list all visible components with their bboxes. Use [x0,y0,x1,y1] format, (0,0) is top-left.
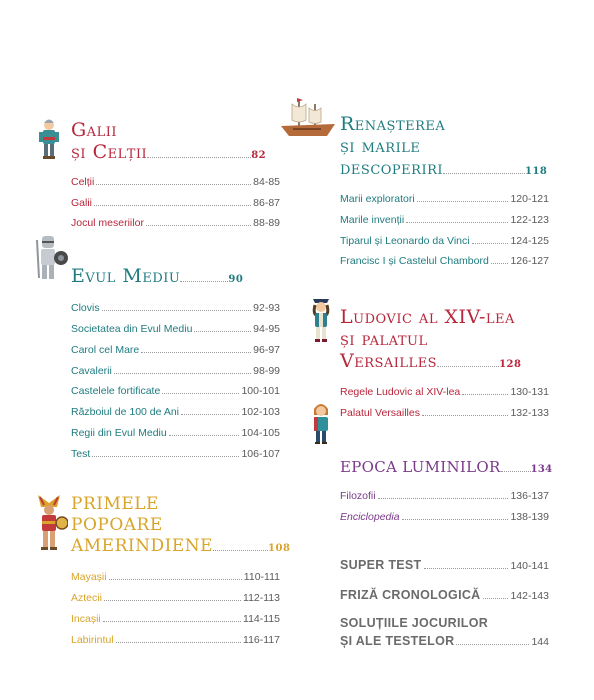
toc-item[interactable]: Clovis 92-93 [71,302,280,314]
toc-item[interactable]: Incașii 114-115 [71,613,280,625]
toc-item[interactable]: Filozofii 136-137 [340,490,549,502]
section-page-ludovic: 128 [499,359,522,370]
section-title-evul: Evul Mediu 90 [71,265,244,287]
section-page-epoca-luminilor: 134 [530,464,553,475]
toc-item[interactable]: Cavalerii 98-99 [71,365,280,377]
section-title-gali: Galii și Celții 82 [71,119,267,163]
courtier-icon [308,401,334,445]
louis-xiv-icon [309,297,333,343]
toc-item-super-test[interactable]: SUPER TEST 140-141 [340,558,549,572]
toc-item[interactable]: Carol cel Mare 96-97 [71,344,280,356]
toc-item[interactable]: Societatea din Evul Mediu 94-95 [71,323,280,335]
toc-item[interactable]: Test 106-107 [71,448,280,460]
toc-item[interactable]: Francisc I și Castelul Chambord 126-127 [340,255,549,267]
toc-item[interactable]: Marii exploratori 120-121 [340,193,549,205]
toc-item[interactable]: Castelele fortificate 100-101 [71,385,280,397]
section-page-renasterea: 118 [525,166,548,177]
gaul-warrior-icon [36,117,62,161]
toc-item[interactable]: Mayașii 110-111 [71,571,280,583]
aztec-warrior-icon [30,493,68,553]
caravel-ship-icon [279,96,337,140]
section-title-renasterea: Renașterea și marile descoperiri 118 [340,113,548,179]
toc-item[interactable]: Regii din Evul Mediu 104-105 [71,427,280,439]
toc-item-friza-cronologica[interactable]: FRIZĂ CRONOLOGICĂ 142-143 [340,588,549,602]
section-page-amerindiene: 108 [268,543,291,554]
section-page-gali: 82 [251,150,267,161]
toc-item[interactable]: Jocul meseriilor 88-89 [71,217,280,229]
toc-item[interactable]: Palatul Versailles 132-133 [340,407,549,419]
toc-item[interactable]: Tiparul și Leonardo da Vinci 124-125 [340,235,549,247]
toc-item[interactable]: Aztecii 112-113 [71,592,280,604]
toc-item[interactable]: Labirintul 116-117 [71,634,280,646]
toc-item[interactable]: Marile invenții 122-123 [340,214,549,226]
knight-icon [31,234,69,284]
section-title-amerindiene: PRIMELE POPOARE AMERINDIENE 108 [71,494,291,556]
section-title-epoca-luminilor: EPOCA LUMINILOR 134 [340,458,553,476]
section-page-evul: 90 [228,274,244,285]
toc-item[interactable]: Galii 86-87 [71,197,280,209]
toc-item[interactable]: Războiul de 100 de Ani 102-103 [71,406,280,418]
toc-item-solutiile-label1: SOLUȚIILE JOCURILOR [340,616,489,630]
toc-item[interactable]: Regele Ludovic al XIV-lea 130-131 [340,386,549,398]
toc-item[interactable]: Celții 84-85 [71,176,280,188]
toc-item-solutiile[interactable]: ȘI ALE TESTELOR 144 [340,634,549,648]
section-title-ludovic: Ludovic al XIV-lea și palatul Versailles 128 [340,306,522,372]
toc-item[interactable]: Enciclopedia 138-139 [340,511,549,523]
